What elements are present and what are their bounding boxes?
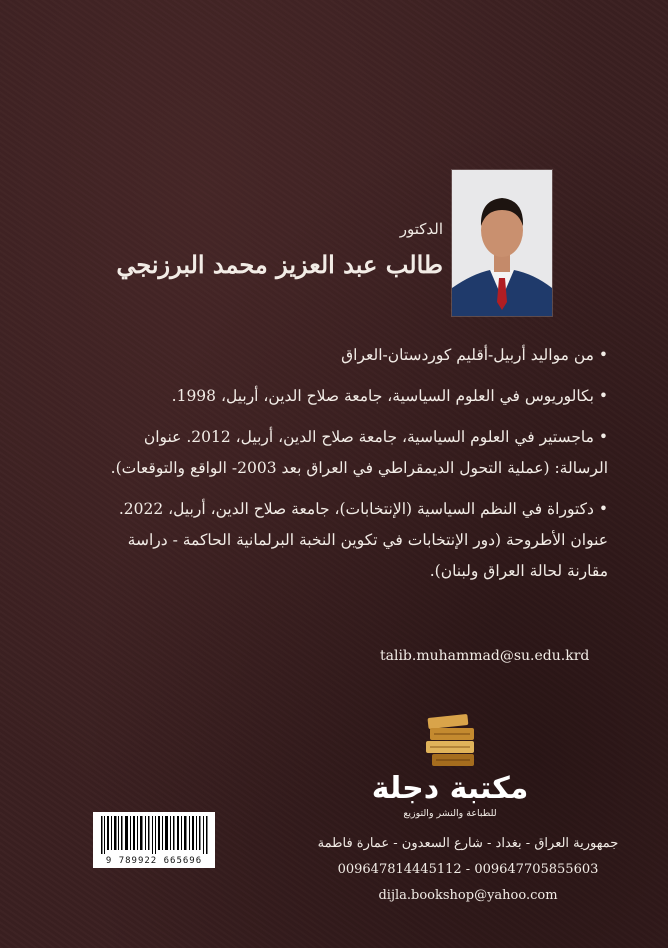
author-email: talib.muhammad@su.edu.krd (380, 648, 590, 664)
isbn-barcode (93, 812, 215, 868)
bio-item-birthplace: • من مواليد أربيل-أقليم كوردستان-العراق (341, 346, 608, 364)
author-title: الدكتور (399, 220, 443, 238)
books-logo-icon (420, 712, 482, 772)
author-photo (452, 170, 552, 316)
publisher-address: جمهورية العراق - بغداد - شارع السعدون - عمارة فاطمة (317, 836, 619, 851)
bio-item-doctorate: • دكتوراة في النظم السياسية (الإنتخابات)، جامعة صلاح الدين، أربيل، 2022. عنوان الأطروحة (دور الإنتخابات في تكوين النخبة البرلمانية الحاكمة - دراسة مقارنة لحالة العراق ولبنان). (118, 500, 608, 580)
publisher-name: مكتبة دجلة (371, 771, 529, 806)
publisher-phones: 009647814445112 - 009647705855603 (337, 862, 599, 877)
publisher-tagline: للطباعة والنشر والتوزيع (403, 808, 497, 819)
publisher-email: dijla.bookshop@yahoo.com (378, 888, 558, 903)
bio-item-master: • ماجستير في العلوم السياسية، جامعة صلاح الدين، أربيل، 2012. عنوان الرسالة: (عملية التحول الديمقراطي في العراق بعد 2003- الواقع والتوقعات). (110, 428, 608, 477)
isbn-number: 9 789922 665696 (105, 856, 203, 866)
author-name: طالب عبد العزيز محمد البرزنجي (116, 250, 443, 279)
author-bio (88, 340, 608, 597)
barcode-bars (99, 816, 209, 854)
bio-item-bachelor: • بكالوريوس في العلوم السياسية، جامعة صلاح الدين، أربيل، 1998. (171, 387, 608, 405)
